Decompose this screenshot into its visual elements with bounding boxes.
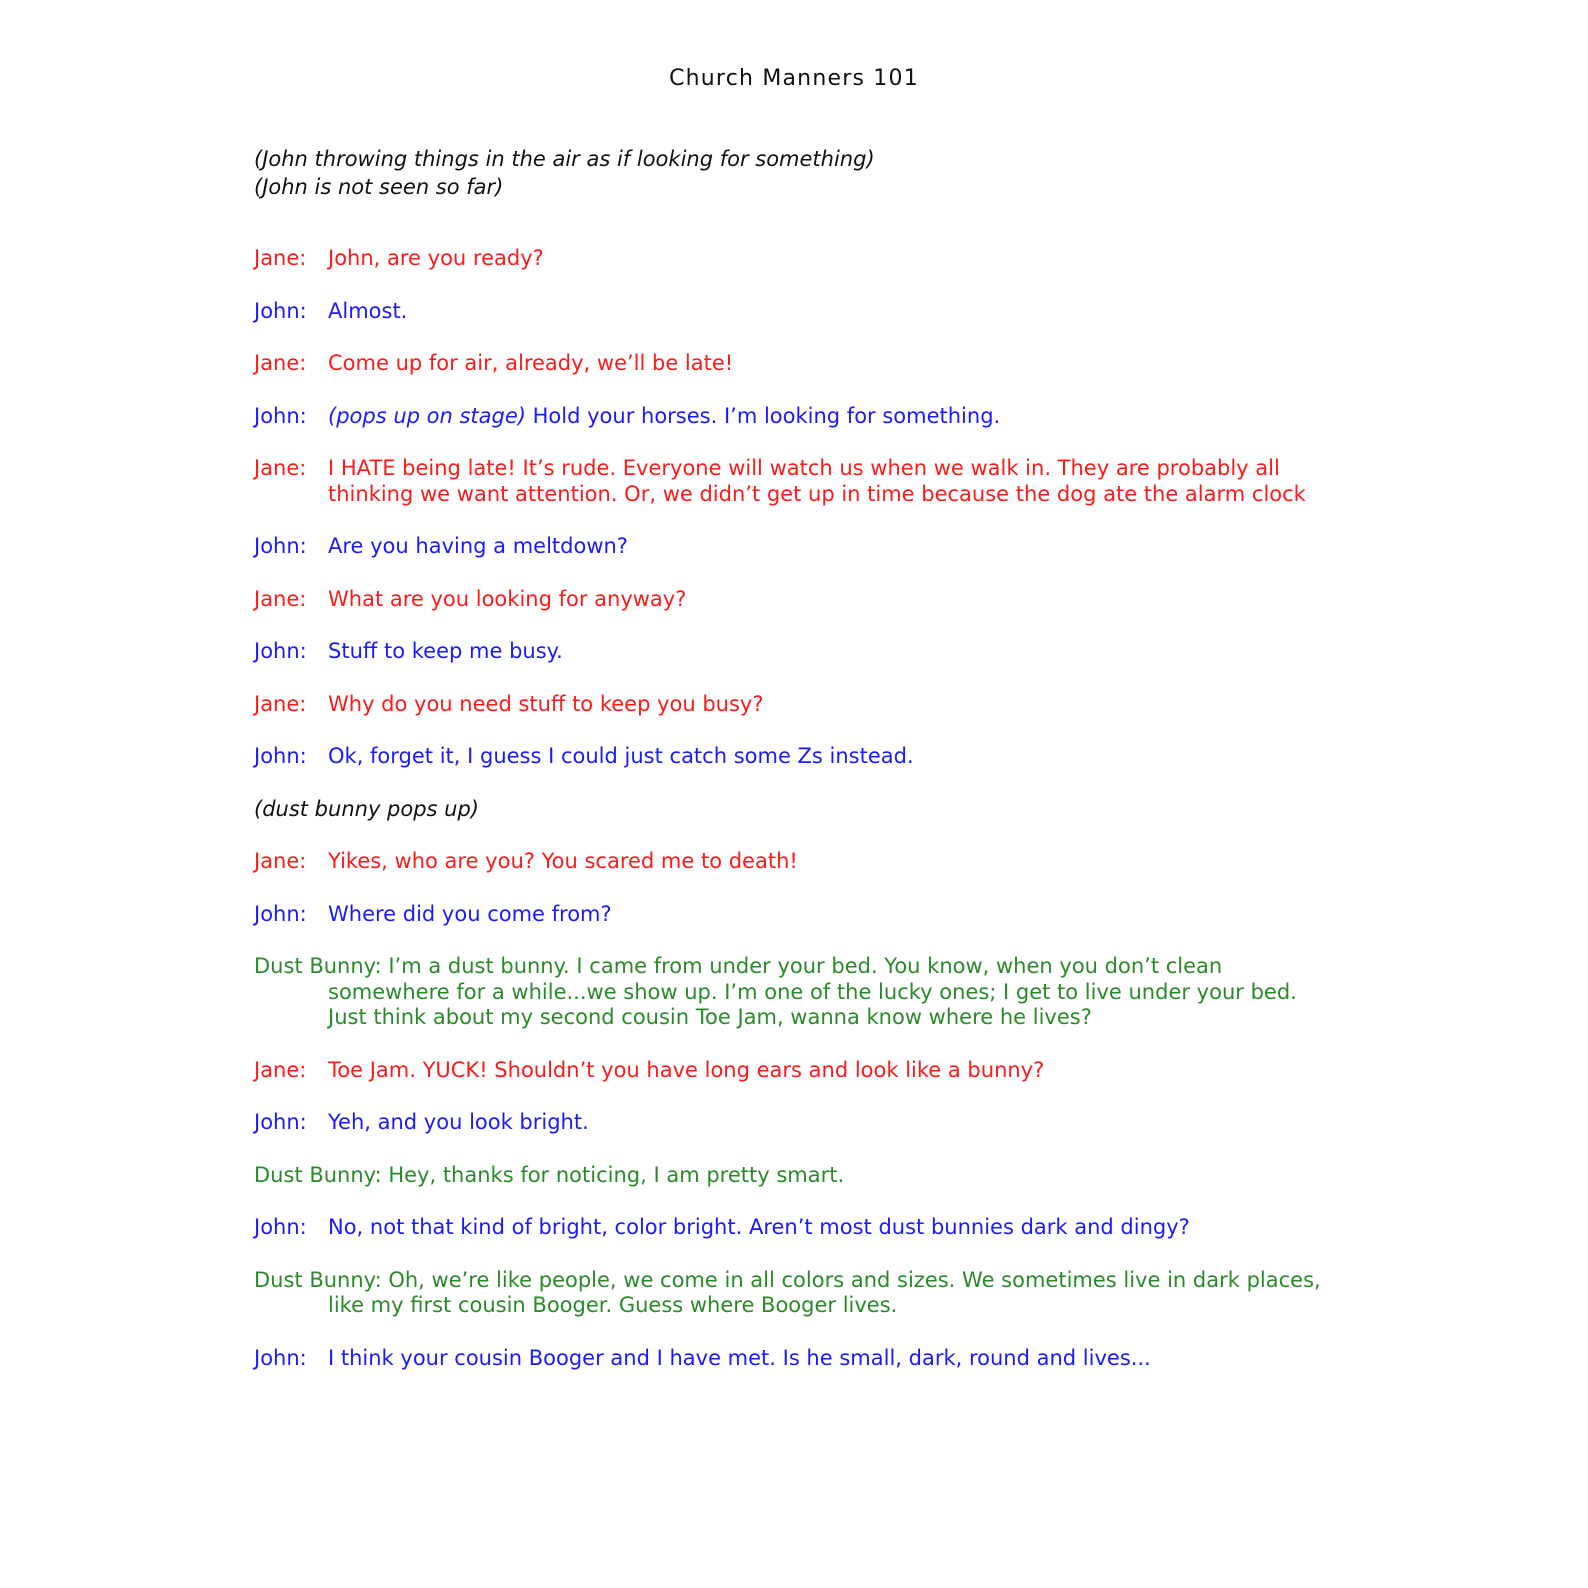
line-text: No, not that kind of bright, color bright. Aren’t most dust bunnies dark and dingy?	[328, 1215, 1190, 1239]
dialogue-line-jane	[254, 456, 1324, 507]
speaker-label: Jane:	[254, 351, 307, 375]
speaker-label: Jane:	[254, 691, 307, 716]
speaker-label: Jane:	[254, 849, 307, 873]
speaker-label: John:	[254, 1110, 307, 1134]
dialogue-line-john	[254, 1215, 1324, 1241]
speaker-label: John:	[254, 1345, 307, 1370]
speaker-label: Dust Bunny:	[254, 954, 382, 978]
line-text: Come up for air, already, we’ll be late!	[328, 351, 734, 375]
line-text: Where did you come from?	[328, 901, 612, 926]
dialogue-line-john	[254, 534, 1324, 560]
speaker-label: Jane:	[254, 586, 307, 611]
speaker-label: John:	[254, 534, 307, 558]
dialogue-line-jane	[254, 849, 1324, 875]
dialogue-line-john	[254, 299, 1324, 325]
dialogue-line-john	[254, 902, 1324, 928]
dialogue-line-jane	[254, 692, 1324, 718]
line-text: Almost.	[328, 298, 408, 323]
speaker-label: John:	[254, 298, 307, 323]
speaker-label: John:	[254, 1215, 307, 1239]
speaker-label: Jane:	[254, 456, 307, 480]
line-text: Are you having a meltdown?	[328, 534, 628, 558]
line-text: What are you looking for anyway?	[328, 586, 687, 611]
speaker-label: Jane:	[254, 246, 307, 270]
dialogue	[254, 246, 1324, 1398]
dialogue-line-jane	[254, 1058, 1324, 1084]
speaker-label: Dust Bunny:	[254, 1267, 382, 1292]
opening-stage-directions	[254, 145, 875, 201]
dialogue-line-dust-bunny	[254, 954, 1324, 1031]
line-text: I HATE being late! It’s rude. Everyone will watch us when we walk in. They are probably all thinking we want attention. Or, we didn’t get up in time because the dog ate the alarm clock	[328, 456, 1306, 506]
line-text: Oh, we’re like people, we come in all colors and sizes. We sometimes live in dark places, like my first cousin Booger. Guess where Booger lives.	[328, 1267, 1321, 1317]
stage-direction-2: (John is not seen so far)	[254, 175, 504, 199]
line-text: I think your cousin Booger and I have met. Is he small, dark, round and lives...	[328, 1345, 1151, 1370]
dialogue-line-jane	[254, 246, 1324, 272]
speaker-label: John:	[254, 403, 307, 428]
speaker-label: Jane:	[254, 1057, 307, 1082]
page-title: Church Manners 101	[669, 66, 919, 91]
speaker-label: John:	[254, 901, 307, 926]
dialogue-line-jane	[254, 351, 1324, 377]
line-text: Ok, forget it, I guess I could just catch some Zs instead.	[328, 744, 914, 768]
speaker-label: John:	[254, 744, 307, 768]
line-text: John, are you ready?	[328, 246, 544, 270]
line-text: Stuff to keep me busy.	[328, 639, 563, 663]
dialogue-line-john	[254, 404, 1324, 430]
dialogue-line-dust-bunny	[254, 1163, 1324, 1189]
dialogue-line-john	[254, 639, 1324, 665]
dialogue-line-john	[254, 1346, 1324, 1372]
line-text: Why do you need stuff to keep you busy?	[328, 691, 764, 716]
line-text: Yeh, and you look bright.	[328, 1110, 589, 1134]
dialogue-line-john	[254, 1110, 1324, 1136]
stage-direction-1: (John throwing things in the air as if looking for something)	[254, 147, 875, 171]
line-text: Toe Jam. YUCK! Shouldn’t you have long ears and look like a bunny?	[328, 1057, 1045, 1082]
dialogue-line-jane	[254, 587, 1324, 613]
speaker-label: John:	[254, 639, 307, 663]
dialogue-line-dust-bunny	[254, 1268, 1324, 1319]
speaker-label: Dust Bunny:	[254, 1162, 382, 1187]
line-text: Yikes, who are you? You scared me to death!	[328, 849, 798, 873]
line-text: I’m a dust bunny. I came from under your bed. You know, when you don’t clean somewhere for a while...we show up. I’m one of the lucky ones; I get to live under your bed. Just think about my second cousin Toe Jam, wanna know where he lives?	[328, 954, 1297, 1029]
line-text: Hold your horses. I’m looking for something.	[532, 403, 1001, 428]
inline-stage-direction: (pops up on stage)	[328, 403, 526, 428]
stage-direction-dust-bunny: (dust bunny pops up)	[254, 796, 480, 821]
line-text: Hey, thanks for noticing, I am pretty smart.	[388, 1162, 845, 1187]
dialogue-line-john	[254, 744, 1324, 770]
